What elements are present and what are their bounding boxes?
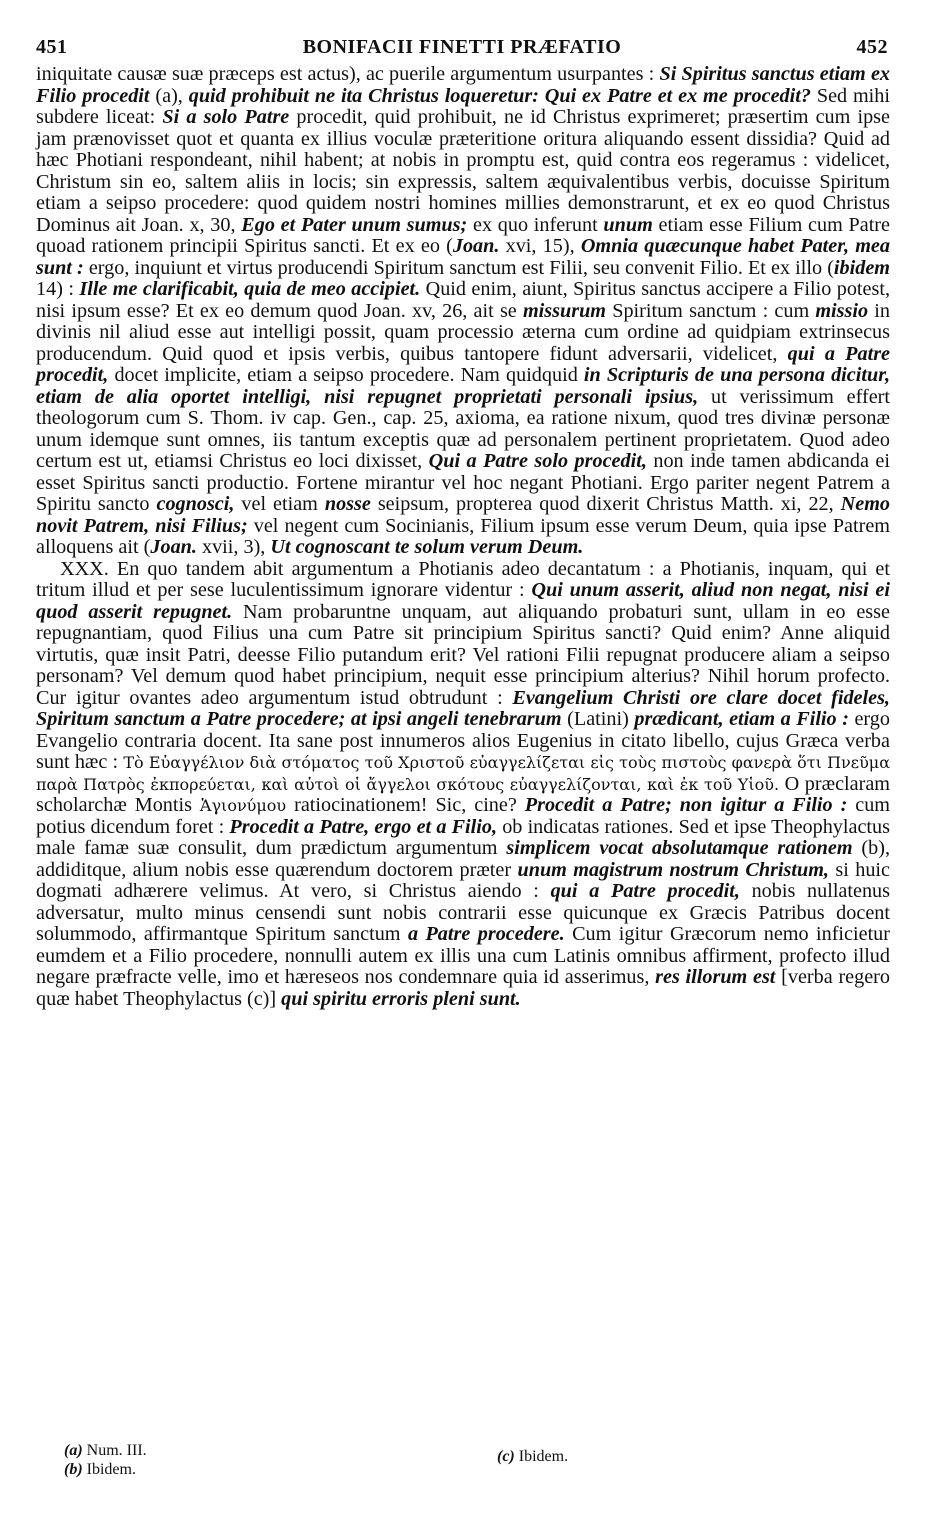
- italic-text: nosse: [324, 493, 371, 515]
- text-run: Cum igitur Græcorum nemo inficietur eumdem et a Filio procedere, nonnulli autem ex illis una cum Latinis omnibus affirment, profecto illud negare præfracte velle, imo et hæreseos nos condemnare quia id asserimus,: [36, 923, 890, 988]
- italic-text: cognosci,: [156, 493, 235, 515]
- italic-text: qui a Patre procedit,: [550, 880, 740, 902]
- italic-text: res illorum est: [655, 966, 776, 988]
- italic-text: Joan.: [452, 235, 500, 257]
- text-run: iniquitate causæ suæ præceps est actus), ac puerile argumentum usurpantes :: [36, 63, 660, 85]
- text-run: nobis nullatenus adversatur, multo minus censendi sunt nobis contrarii esse quicunque ex Græcis Patribus docent solummodo, affirmantque Spiritum sanctum: [36, 880, 890, 945]
- footnote-a-text: Num. III.: [86, 1442, 147, 1459]
- italic-text: Qui unum asserit, aliud non negat, nisi ei quod asserit repugnet.: [36, 579, 890, 623]
- italic-text: Si a solo Patre: [162, 106, 290, 128]
- text-run: non inde tamen abdicanda ei esset Spiritus sancti productio. Fortene mirantur vel hoc negant Photiani. Ergo pariter negent Patrem a Spiritu sancto: [36, 450, 890, 515]
- text-run: (b), addiditque, alium nobis esse quærendum doctorem præter: [36, 837, 891, 881]
- text-run: xvii, 3),: [196, 536, 271, 558]
- text-run: procedit, quid prohibuit, ne id Christus exprimeret; præsertim cum ipse jam prænovisset quot et quanta ex illius voculæ præteritione oritura aliquando essent dissidia? Quid ad hæc Photiani respondeant, nihil habent; at nobis in promptu est, quid contra eos regeramus : videlicet, Christum sin eo, saltem aliis in locis; sin expressis, saltem æquivalentibus verbis, docuisse Spiritum etiam a seipso procedere: quod quidem nostri homines millies demonstrarunt, et ex eo quod Christus Dominus ait Joan. x, 30,: [36, 106, 890, 236]
- text-run: ergo, inquiunt et virtus producendi Spiritum sanctum est Filii, seu convenit Filio. Et ex illo (: [83, 256, 834, 279]
- paragraph: [36, 64, 890, 559]
- body-text: [36, 64, 890, 1010]
- italic-text: Si Spiritus sanctus etiam ex Filio procedit: [36, 63, 890, 107]
- italic-text: Procedit a Patre, ergo et a Filio,: [229, 815, 498, 838]
- text-run: Spiritum sanctum : cum: [606, 299, 816, 322]
- running-head: [36, 36, 888, 62]
- italic-text: Ille me clarificabit, quia de meo accipiet.: [79, 278, 421, 300]
- page-number-right: 452: [856, 36, 888, 58]
- italic-text: qui a Patre procedit,: [36, 342, 891, 386]
- text-run: ratiocinationem! Sic, cine?: [286, 794, 525, 816]
- footnote-c-text: Ibidem.: [518, 1448, 569, 1465]
- text-run: cum potius dicendum foret :: [36, 794, 890, 838]
- italic-text: unum: [603, 213, 653, 236]
- italic-text: Evangelium Christi ore clare docet fideles, Spiritum sanctum a Patre procedere; at ipsi angeli tenebrarum: [36, 686, 890, 730]
- text-run: si huic dogmati adhærere velimus. At vero, si Christus aiendo :: [36, 858, 890, 902]
- footnote-a-label: (a): [64, 1442, 83, 1459]
- italic-text: Nemo novit Patrem, nisi Filius;: [36, 493, 890, 537]
- text-run: ergo Evangelio contraria docent. Ita sane post innumeros alios Eugenius in citato libello, cujus Græca verba sunt hæc :: [36, 708, 890, 773]
- text-run: O præclaram scholarchæ Montis: [36, 772, 890, 816]
- italic-text: unum magistrum nostrum Christum,: [517, 858, 829, 881]
- footnote-b-text: Ibidem.: [86, 1461, 136, 1478]
- text-run: ut verissimum effert theologorum cum S. Thom. iv cap. Gen., cap. 25, axioma, ea ratione nixum, quod tres divinæ personæ unum idemque sunt omnes, iis tantum exceptis quæ ad personalem pertinent proprietatem. Quod adeo certum est ut, etiamsi Christus eo loci dixisset,: [36, 385, 890, 472]
- italic-text: missio: [815, 299, 869, 322]
- footnote-b: [64, 1461, 136, 1479]
- italic-text: quid prohibuit ne ita Christus loqueretur: Qui ex Patre et ex me procedit?: [188, 84, 811, 107]
- text-run: XXX. En quo tandem abit argumentum a Photianis adeo decantatum : a Photianis, inquam, qui et tritum illud et per sese luculentissimum ignorare videntur :: [36, 557, 890, 601]
- text-run: in divinis nil aliud esse aut intelligi possit, quam processio æterna cum ordine ad quidpiam extrinsecus producendum. Quid quod et ipsis verbis, quibus tantopere fidunt adversarii, videlicet,: [36, 299, 891, 365]
- footnote-a: [64, 1442, 147, 1460]
- greek-text: Τὸ Εὐαγγέλιον διὰ στόματος τοῦ Χριστοῦ εὐαγγελίζεται εἰς τοὺς πιστοὺς φανερὰ ὅτι Πνεῦμα παρὰ Πατρὸς ἐκπορεύεται, καὶ αὐτοὶ οἱ ἄγγελοι σκότους εὐαγγελίζονται, καὶ ἐκ τοῦ Υἱοῦ.: [36, 753, 891, 794]
- italic-text: Joan.: [150, 536, 197, 558]
- text-run: vel negent cum Socinianis, Filium ipsum esse verum Deum, quia ipse Patrem alloquens ait (: [36, 514, 890, 558]
- italic-text: in Scripturis de una persona dicitur, etiam de alia oportet intelligi, nisi repugnet proprietati personali ipsius,: [36, 364, 890, 408]
- paragraph: [36, 559, 890, 1011]
- text-run: Sed mihi subdere liceat:: [36, 84, 890, 128]
- italic-text: a Patre procedere.: [407, 923, 565, 945]
- text-run: [verba regero quæ habet Theophylactus (c)]: [36, 966, 890, 1010]
- italic-text: Qui a Patre solo procedit,: [428, 450, 647, 472]
- page-title: BONIFACII FINETTI PRÆFATIO: [302, 36, 622, 58]
- italic-text: Ego et Pater unum sumus;: [241, 213, 468, 236]
- footnote-b-label: (b): [64, 1461, 83, 1478]
- italic-text: simplicem vocat absolutamque rationem: [506, 837, 853, 859]
- italic-text: Procedit a Patre; non igitur a Filio :: [524, 794, 848, 816]
- text-run: xvi, 15),: [499, 235, 581, 257]
- footnote-c: [497, 1448, 568, 1466]
- italic-text: Ut cognoscant te solum verum Deum.: [270, 536, 584, 558]
- page-number-left: 451: [36, 36, 68, 58]
- italic-text: ibidem: [833, 256, 890, 279]
- text-run: (Latini): [561, 708, 635, 730]
- text-run: vel etiam: [234, 493, 325, 515]
- text-run: 14) :: [36, 278, 80, 300]
- italic-text: missurum: [522, 299, 607, 322]
- text-run: etiam esse Filium cum Patre quoad rationem principii Spiritus sancti. Et ex eo (: [36, 213, 890, 257]
- italic-text: qui spiritu erroris pleni sunt.: [281, 987, 521, 1010]
- text-run: seipsum, propterea quod dixerit Christus Matth. xi, 22,: [370, 493, 841, 515]
- footnote-c-label: (c): [497, 1448, 515, 1465]
- text-run: ob indicatas rationes. Sed et ipse Theophylactus male famæ suæ consulit, dum prædictum argumentum: [36, 815, 890, 859]
- text-run: Nam probaruntne unquam, aut aliquando probaturi sunt, ullam in eo esse repugnantiam, quod Filius una cum Patre sit principium Spiritus sancti? Quid enim? Anne aliquid virtutis, quæ insit Patri, deesse Filio putandum erit? Vel rationi Filii repugnat producere aliam a seipso personam? Vel demum quod habet principium, nequit esse principium alterius? Nihil horum profecto. Cur igitur ovantes adeo argumentum istud obtrudunt :: [36, 600, 890, 709]
- text-run: docet implicite, etiam a seipso procedere. Nam quidquid: [108, 364, 584, 386]
- italic-text: prædicant, etiam a Filio :: [634, 708, 849, 730]
- text-run: Quid enim, aiunt, Spiritus sanctus accipere a Filio potest, nisi ipsum esse? Et ex eo demum quod Joan. xv, 26, ait se: [36, 278, 890, 322]
- italic-text: Omnia quæcunque habet Pater, mea sunt :: [36, 235, 890, 279]
- text-run: (a),: [149, 84, 189, 107]
- text-run: ex quo inferunt: [467, 213, 604, 236]
- greek-text: Ἁγιονύμου: [199, 796, 287, 815]
